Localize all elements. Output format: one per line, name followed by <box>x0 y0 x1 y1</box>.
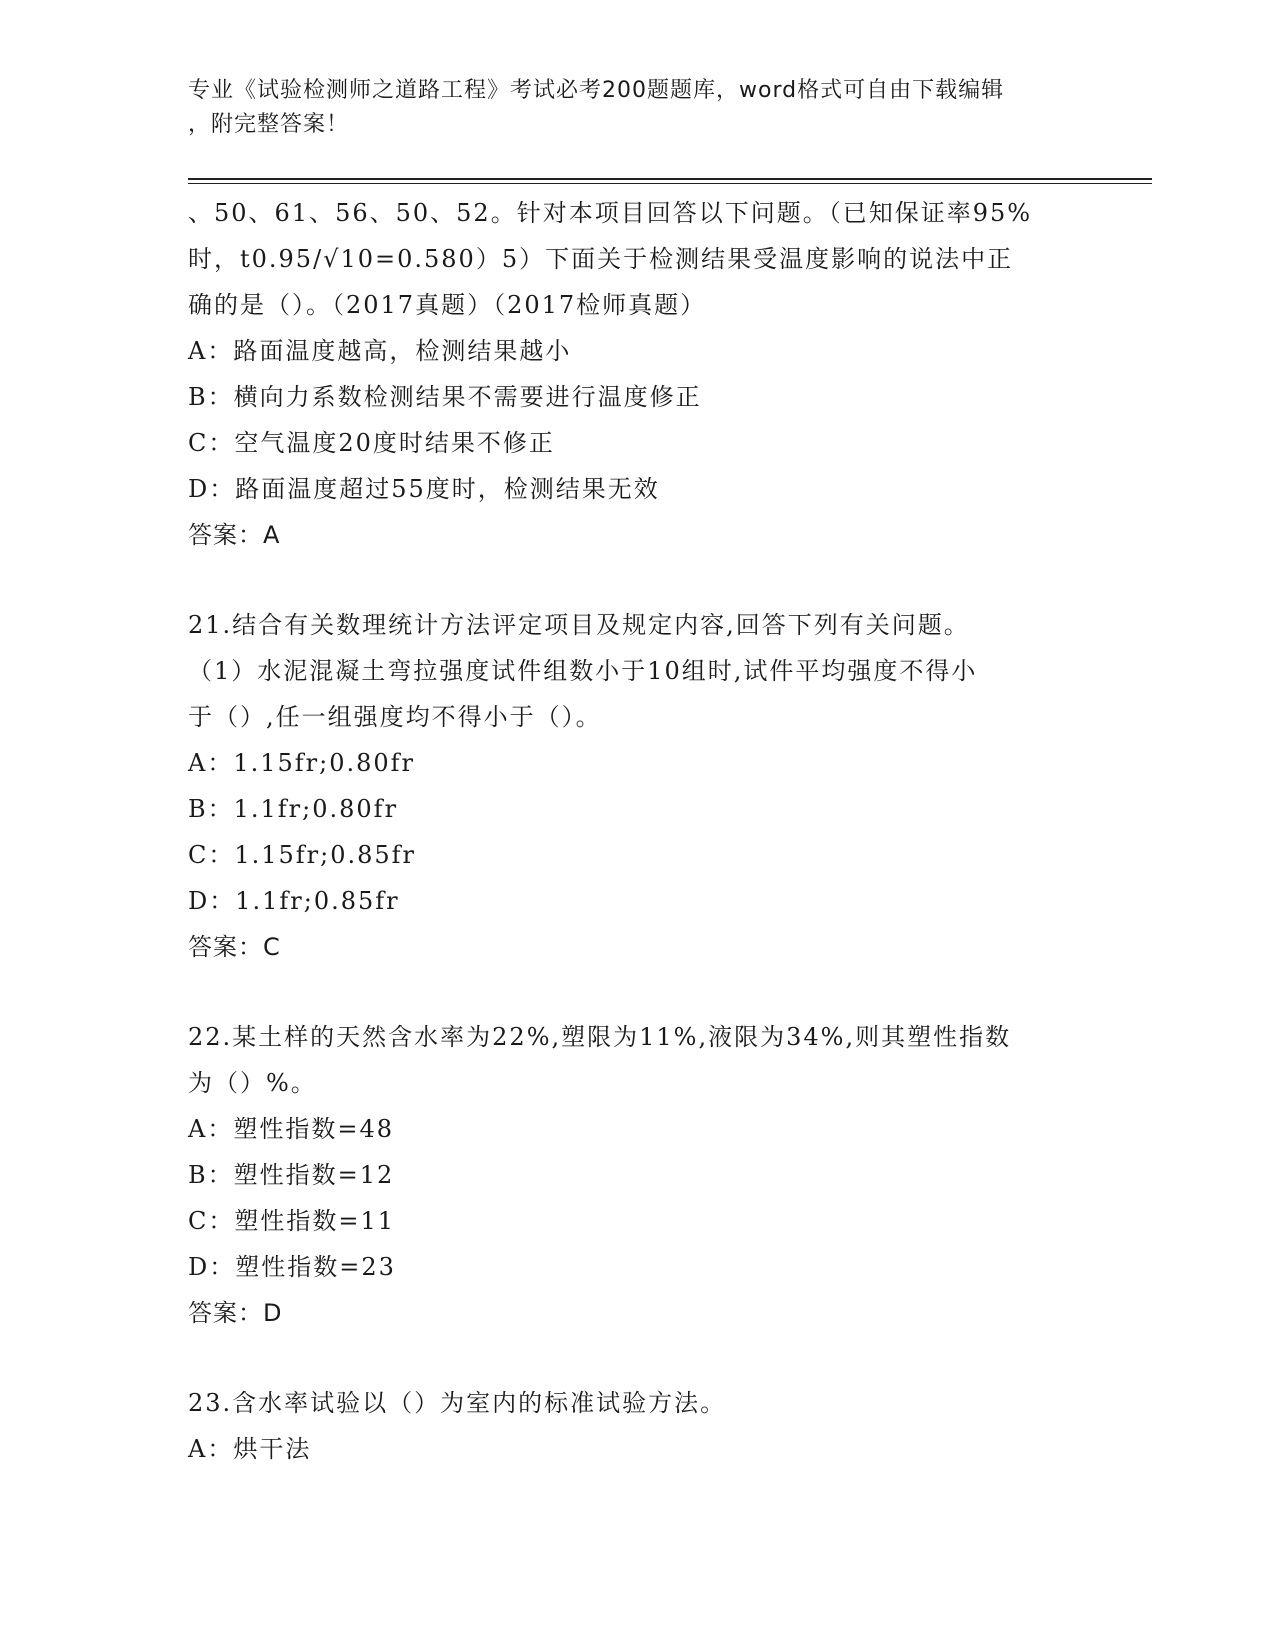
question-stem-line: 为（）%。 <box>188 1069 317 1097</box>
header-divider-thick <box>188 178 1152 180</box>
spacer <box>188 1336 1088 1380</box>
header-divider-thin <box>188 183 1152 184</box>
question-stem-line: 确的是（）。（2017真题）（2017检师真题） <box>188 291 707 319</box>
option-c: C：1.15fr;0.85fr <box>188 841 417 869</box>
option-c: C：空气温度20度时结果不修正 <box>188 429 555 457</box>
spacer <box>188 558 1088 602</box>
question-23 <box>188 1380 1088 1472</box>
question-stem-line: （1）水泥混凝土弯拉强度试件组数小于10组时,试件平均强度不得小 <box>188 657 978 685</box>
option-a: A：路面温度越高，检测结果越小 <box>188 337 572 365</box>
question-stem-line: 时，t0.95/√10=0.580）5）下面关于检测结果受温度影响的说法中正 <box>188 245 1014 273</box>
question-stem-line: 、50、61、56、50、52。针对本项目回答以下问题。（已知保证率95% <box>188 199 1033 227</box>
question-stem-line: 于（）,任一组强度均不得小于（）。 <box>188 703 602 731</box>
question-20 <box>188 190 1088 558</box>
option-b: B：1.1fr;0.80fr <box>188 795 399 823</box>
spacer <box>188 970 1088 1014</box>
option-a: A：塑性指数=48 <box>188 1115 394 1143</box>
question-content <box>188 190 1088 1472</box>
question-22 <box>188 1014 1088 1336</box>
header-line-2: ，附完整答案！ <box>188 112 350 137</box>
question-stem-line: 23.含水率试验以（）为室内的标准试验方法。 <box>188 1389 727 1417</box>
answer-line: 答案：D <box>188 1299 283 1327</box>
option-d: D：塑性指数=23 <box>188 1253 396 1281</box>
header-line-1: 专业《试验检测师之道路工程》考试必考200题题库，word格式可自由下载编辑 <box>188 78 1005 103</box>
option-b: B：塑性指数=12 <box>188 1161 395 1189</box>
question-21 <box>188 602 1088 970</box>
option-a: A：烘干法 <box>188 1435 312 1463</box>
option-c: C：塑性指数=11 <box>188 1207 396 1235</box>
question-stem-line: 21.结合有关数理统计方法评定项目及规定内容,回答下列有关问题。 <box>188 611 970 639</box>
document-header <box>188 74 1068 142</box>
option-d: D：路面温度超过55度时，检测结果无效 <box>188 475 660 503</box>
option-a: A：1.15fr;0.80fr <box>188 749 416 777</box>
option-b: B：横向力系数检测结果不需要进行温度修正 <box>188 383 702 411</box>
answer-line: 答案：C <box>188 933 281 961</box>
question-stem-line: 22.某土样的天然含水率为22%,塑限为11%,液限为34%,则其塑性指数 <box>188 1023 1012 1051</box>
answer-line: 答案：A <box>188 521 281 549</box>
option-d: D：1.1fr;0.85fr <box>188 887 400 915</box>
